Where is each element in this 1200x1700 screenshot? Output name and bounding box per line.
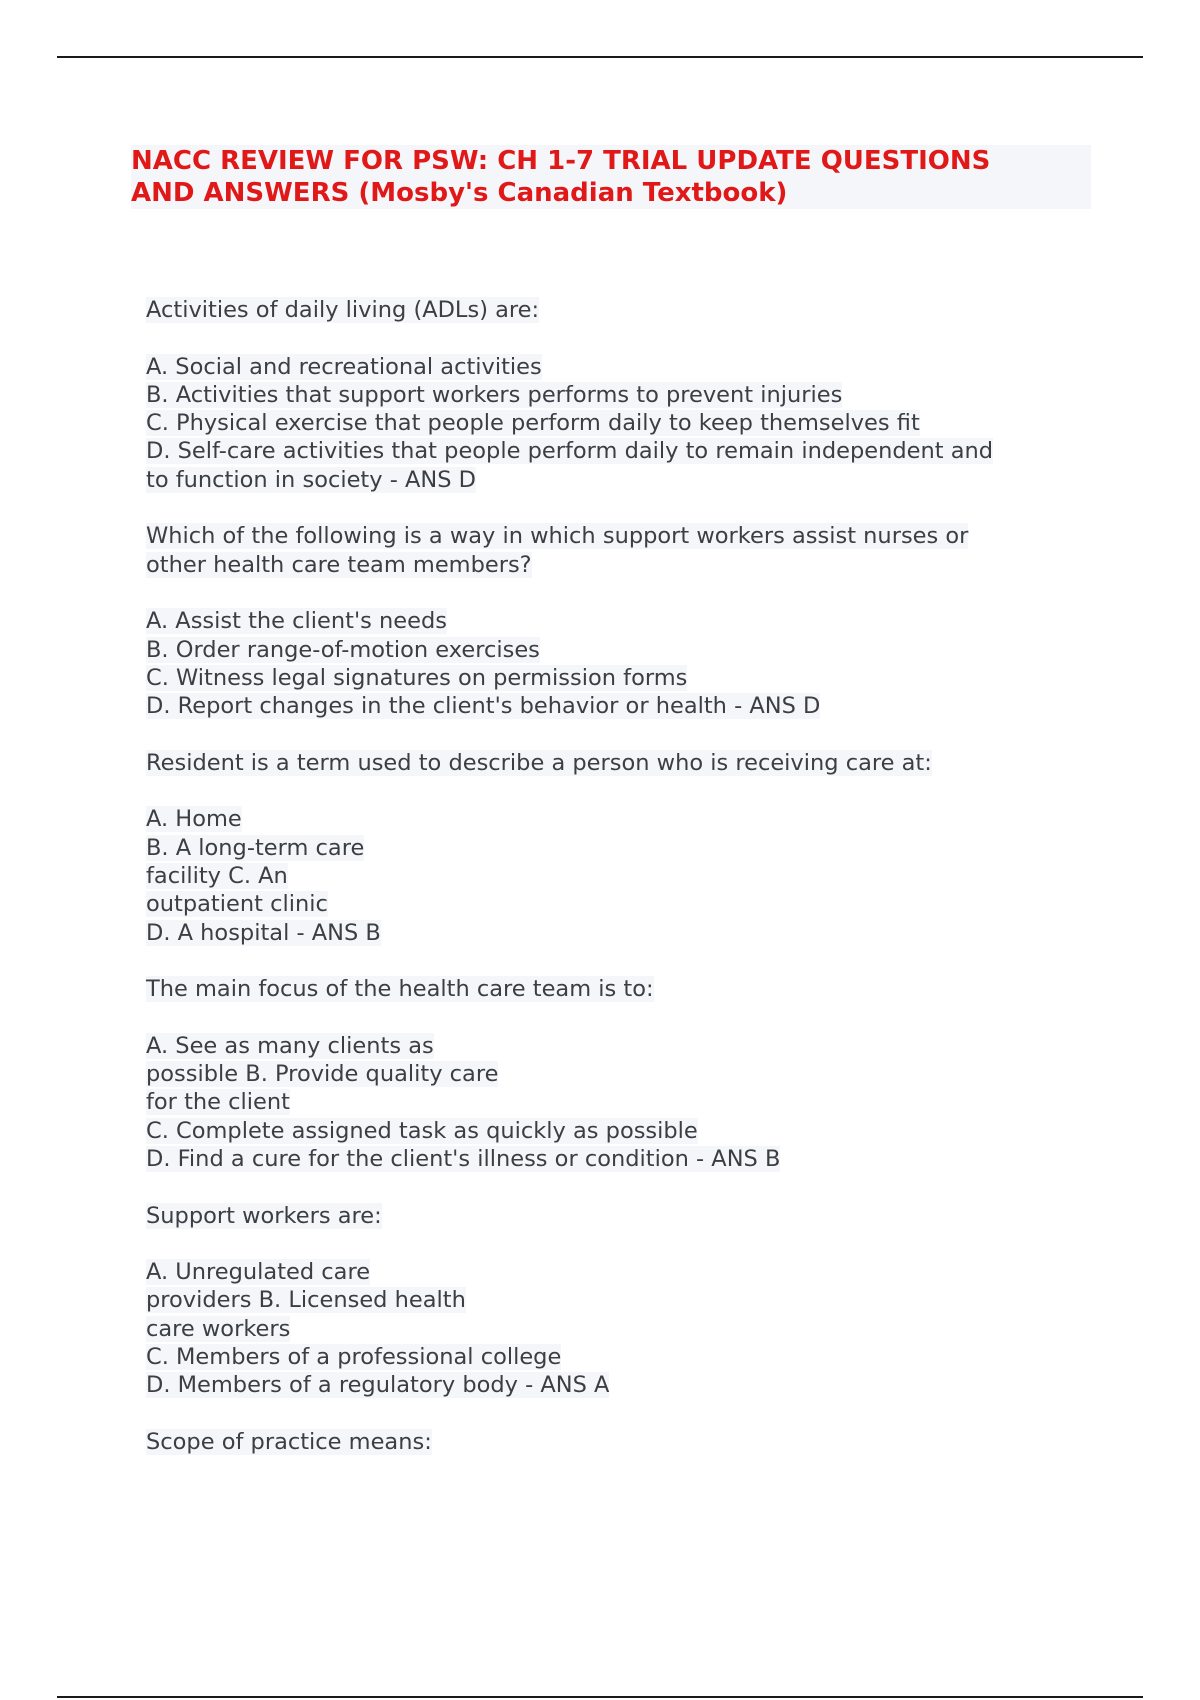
document-title-line: NACC REVIEW FOR PSW: CH 1-7 TRIAL UPDATE QUESTIONS: [131, 145, 1091, 177]
answer-option: possible B. Provide quality care: [146, 1061, 499, 1088]
answer-option: facility C. An: [146, 862, 288, 889]
answer-option: D. Members of a regulatory body - ANS A: [146, 1372, 610, 1399]
answer-option: to function in society - ANS D: [146, 466, 476, 493]
question-block: [146, 975, 1106, 1201]
question-prompt: Scope of practice means:: [146, 1428, 432, 1455]
answer-option: D. Report changes in the client's behavior or health - ANS D: [146, 693, 821, 720]
answer-option: B. A long-term care: [146, 834, 365, 861]
question-list: [146, 296, 1106, 1456]
question-block: [146, 749, 1106, 975]
answer-option: C. Physical exercise that people perform daily to keep themselves fit: [146, 410, 920, 437]
footer-rule: [57, 1696, 1143, 1698]
header-rule: [57, 56, 1143, 58]
document-title-line: AND ANSWERS (Mosby's Canadian Textbook): [131, 177, 1091, 209]
question-prompt: Support workers are:: [146, 1202, 382, 1229]
answer-option: A. See as many clients as: [146, 1032, 434, 1059]
question-block: [146, 1428, 1106, 1456]
question-prompt: Activities of daily living (ADLs) are:: [146, 297, 540, 323]
answer-option: A. Unregulated care: [146, 1259, 371, 1286]
question-block: [146, 522, 1106, 748]
question-block: [146, 296, 1106, 522]
answer-option: A. Social and recreational activities: [146, 353, 542, 380]
answer-option: outpatient clinic: [146, 891, 328, 918]
question-prompt: Which of the following is a way in which support workers assist nurses or: [146, 523, 969, 550]
answer-option: C. Complete assigned task as quickly as possible: [146, 1117, 698, 1144]
document-title: [131, 145, 1091, 209]
answer-option: care workers: [146, 1315, 291, 1342]
answer-option: C. Witness legal signatures on permission forms: [146, 664, 688, 691]
answer-option: B. Order range-of-motion exercises: [146, 636, 540, 663]
answer-option: B. Activities that support workers performs to prevent injuries: [146, 381, 843, 408]
answer-option: A. Home: [146, 806, 242, 833]
answer-option: D. A hospital - ANS B: [146, 919, 381, 946]
question-prompt: Resident is a term used to describe a person who is receiving care at:: [146, 749, 932, 776]
answer-option: providers B. Licensed health: [146, 1287, 466, 1314]
question-block: [146, 1202, 1106, 1428]
question-prompt: other health care team members?: [146, 551, 532, 578]
answer-option: D. Find a cure for the client's illness or condition - ANS B: [146, 1145, 781, 1172]
answer-option: D. Self-care activities that people perform daily to remain independent and: [146, 438, 994, 465]
answer-option: A. Assist the client's needs: [146, 608, 447, 635]
answer-option: for the client: [146, 1089, 290, 1116]
answer-option: C. Members of a professional college: [146, 1343, 562, 1370]
question-prompt: The main focus of the health care team is to:: [146, 976, 654, 1003]
